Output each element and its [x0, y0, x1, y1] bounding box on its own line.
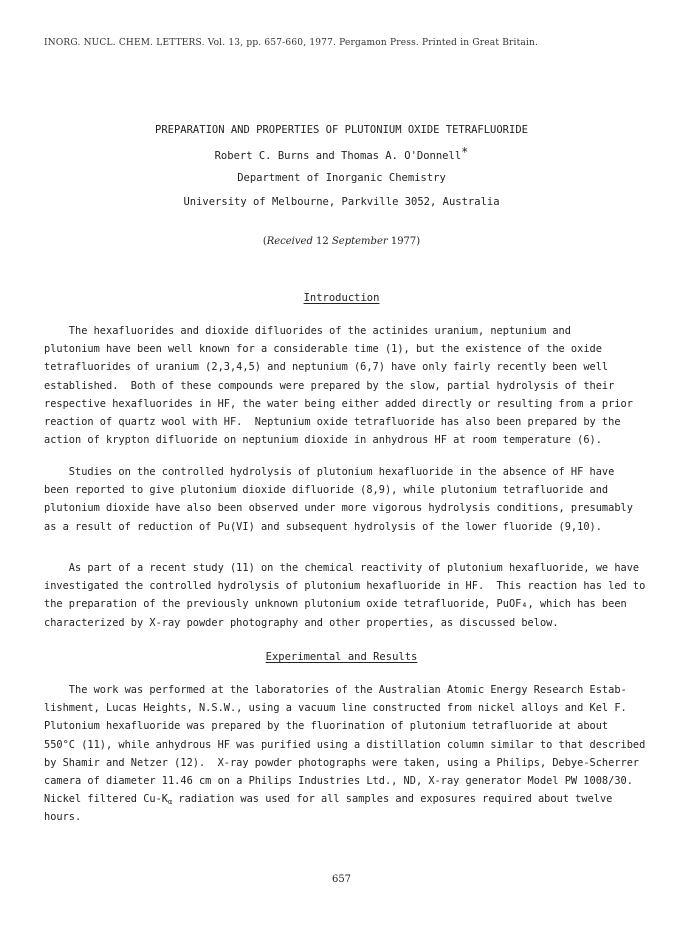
paper-title: PREPARATION AND PROPERTIES OF PLUTONIUM OXIDE TETRAFLUORIDE: [155, 124, 528, 136]
experimental-label: Experimental and Results: [265, 651, 418, 663]
received-month: September: [331, 236, 388, 247]
received-year: 1977): [387, 236, 421, 247]
paragraph-line: tetrafluorides of uranium (2,3,4,5) and neptunium (6,7) have only fairly recently been well: [44, 361, 609, 374]
paragraph-2: [44, 463, 644, 536]
paragraph-1: [44, 322, 644, 449]
paragraph-line: investigated the controlled hydrolysis of plutonium hexafluoride in HF. This reaction has led to: [44, 580, 646, 593]
authors: Robert C. Burns and Thomas A. O'Donnell: [214, 150, 462, 162]
introduction-label: Introduction: [303, 292, 380, 304]
paragraph-line: hours.: [44, 811, 82, 824]
paragraph-line: Plutonium hexafluoride was prepared by the fluorination of plutonium tetrafluoride at about: [44, 720, 609, 733]
authors-line: [0, 145, 683, 162]
page-number: 657: [331, 874, 352, 885]
paragraph-line: As part of a recent study (11) on the chemical reactivity of plutonium hexafluoride, we have: [44, 562, 640, 574]
paragraph-line: established. Both of these compounds were prepared by the slow, partial hydrolysis of their: [44, 379, 615, 392]
paragraph-line: Studies on the controlled hydrolysis of plutonium hexafluoride in the absence of HF have: [44, 466, 615, 478]
paragraph-line: 550°C (11), while anhydrous HF was purified using a distillation column similar to that described: [44, 738, 646, 751]
received-day: 12: [312, 236, 332, 247]
paragraph-line: lishment, Lucas Heights, N.S.W., using a vacuum line constructed from nickel alloys and Kel F.: [44, 702, 627, 715]
section-heading-experimental: [0, 651, 683, 663]
paragraph-3: [44, 559, 644, 632]
paragraph-line: plutonium have been well known for a considerable time (1), but the existence of the oxide: [44, 343, 602, 356]
received-open: (: [262, 236, 267, 247]
radiation-text-b: radiation was used for all samples and exposures required about twelve: [172, 793, 613, 806]
paragraph-line: The hexafluorides and dioxide difluorides of the actinides uranium, neptunium and: [44, 325, 571, 337]
paragraph-line: action of krypton difluoride on neptunium dioxide in anhydrous HF at room temperature (6).: [44, 434, 602, 447]
university: University of Melbourne, Parkville 3052, Australia: [183, 196, 500, 208]
paragraph-line: respective hexafluorides in HF, the water being either added directly or resulting from a prior: [44, 397, 633, 410]
author-footnote-mark: *: [461, 145, 469, 159]
paragraph-4: [44, 681, 644, 827]
paragraph-line: camera of diameter 11.46 cm on a Philips Industries Ltd., ND, X-ray generator Model PW 1008/30.: [44, 774, 633, 787]
radiation-text-a: Nickel filtered Cu-K: [44, 793, 168, 806]
journal-header: INORG. NUCL. CHEM. LETTERS. Vol. 13, pp. 657-660, 1977. Pergamon Press. Printed in Great Britain.: [44, 38, 539, 48]
paragraph-line: characterized by X-ray powder photography and other properties, as discussed below.: [44, 616, 559, 629]
paragraph-line: reaction of quartz wool with HF. Neptunium oxide tetrafluoride has also been prepared by the: [44, 415, 621, 428]
paragraph-line: as a result of reduction of Pu(VI) and subsequent hydrolysis of the lower fluoride (9,10).: [44, 520, 602, 533]
paragraph-line: the preparation of the previously unknown plutonium oxide tetrafluoride, PuOF₄, which has been: [44, 598, 627, 611]
department: Department of Inorganic Chemistry: [237, 172, 446, 184]
received-date: [0, 236, 683, 247]
paragraph-line: The work was performed at the laboratories of the Australian Atomic Energy Research Estab-: [44, 684, 627, 696]
paragraph-line: by Shamir and Netzer (12). X-ray powder photographs were taken, using a Philips, Debye-Scherrer: [44, 756, 640, 769]
received-word: Received: [266, 236, 313, 247]
section-heading-introduction: [0, 292, 683, 304]
paragraph-line: [44, 790, 644, 808]
paragraph-line: plutonium dioxide have also been observed under more vigorous hydrolysis conditions, presumably: [44, 502, 633, 515]
paragraph-line: been reported to give plutonium dioxide difluoride (8,9), while plutonium tetrafluoride and: [44, 484, 609, 497]
k-alpha-subscript: α: [168, 798, 173, 807]
